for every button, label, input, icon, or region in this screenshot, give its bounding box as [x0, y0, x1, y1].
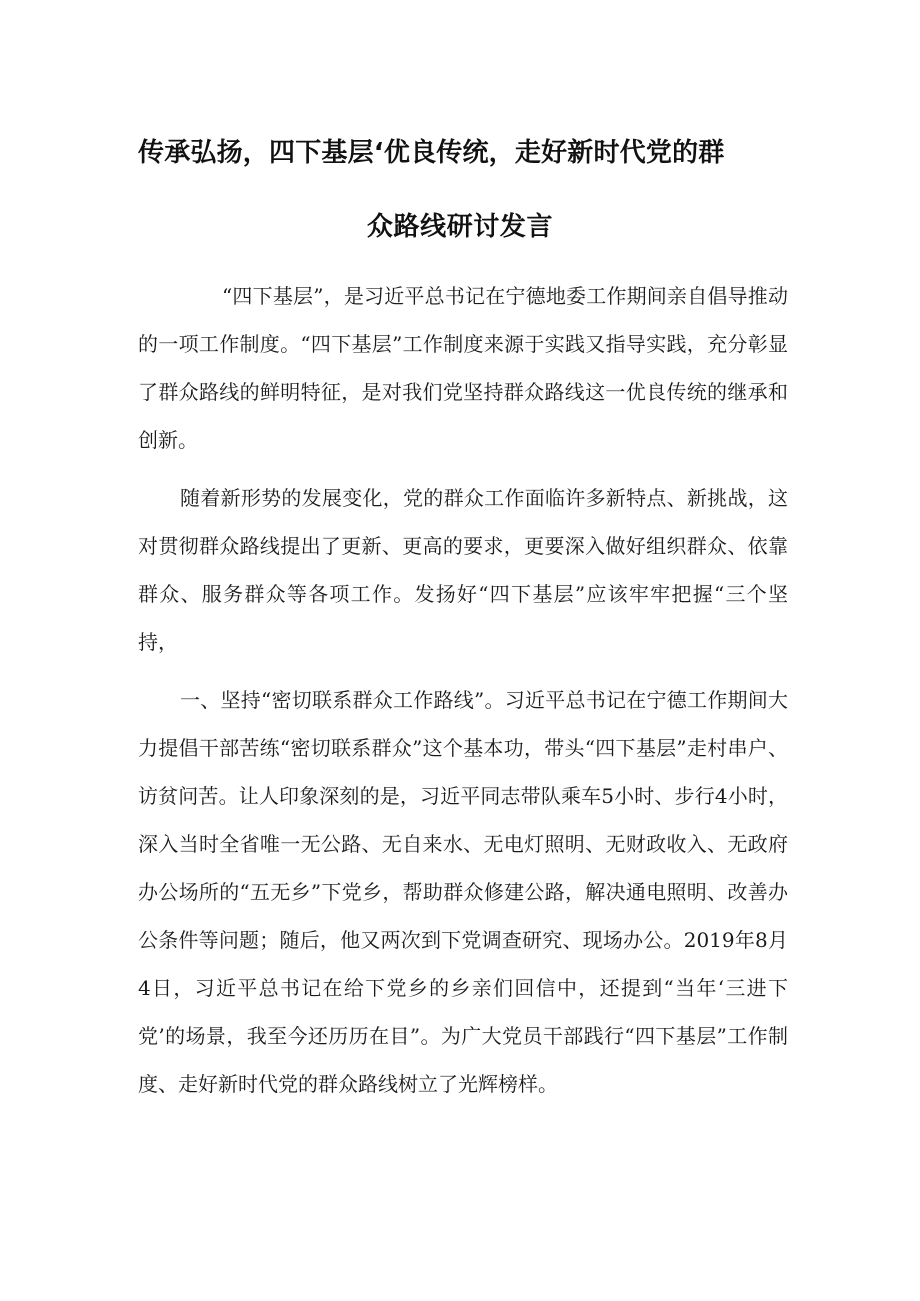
paragraph-point-one: 一、坚持“密切联系群众工作路线”。习近平总书记在宁德工作期间大力提倡干部苦练“密切联系群众”这个基本功，带头“四下基层”走村串户、访贫问苦。让人印象深刻的是，习近平同志带队乘车5小时、步行4小时，深入当时全省唯一无公路、无自来水、无电灯照明、无财政收入、无政府办公场所的“五无乡”下党乡，帮助群众修建公路，解决通电照明、改善办公条件等问题；随后，他又两次到下党调查研究、现场办公。2019年8月4日，习近平总书记在给下党乡的乡亲们回信中，还提到“当年‘三进下党’的场景，我至今还历历在目”。为广大党员干部践行“四下基层”工作制度、走好新时代党的群众路线树立了光辉榜样。	[138, 688, 788, 1096]
document-title-line-1: 传承弘扬，四下基层‘优良传统，走好新时代党的群	[138, 138, 725, 168]
paragraph-new-situation: 随着新形势的发展变化，党的群众工作面临许多新特点、新挑战，这对贯彻群众路线提出了更新、更高的要求，更要深入做好组织群众、依靠群众、服务群众等各项工作。发扬好“四下基层”应该牢牢把握“三个坚持，	[138, 486, 788, 654]
document-title-line-2: 众路线研讨发言	[366, 212, 554, 242]
paragraph-intro: “四下基层”，是习近平总书记在宁德地委工作期间亲自倡导推动的一项工作制度。“四下基层”工作制度来源于实践又指导实践，充分彰显了群众路线的鲜明特征，是对我们党坚持群众路线这一优良传统的继承和创新。	[138, 284, 788, 452]
